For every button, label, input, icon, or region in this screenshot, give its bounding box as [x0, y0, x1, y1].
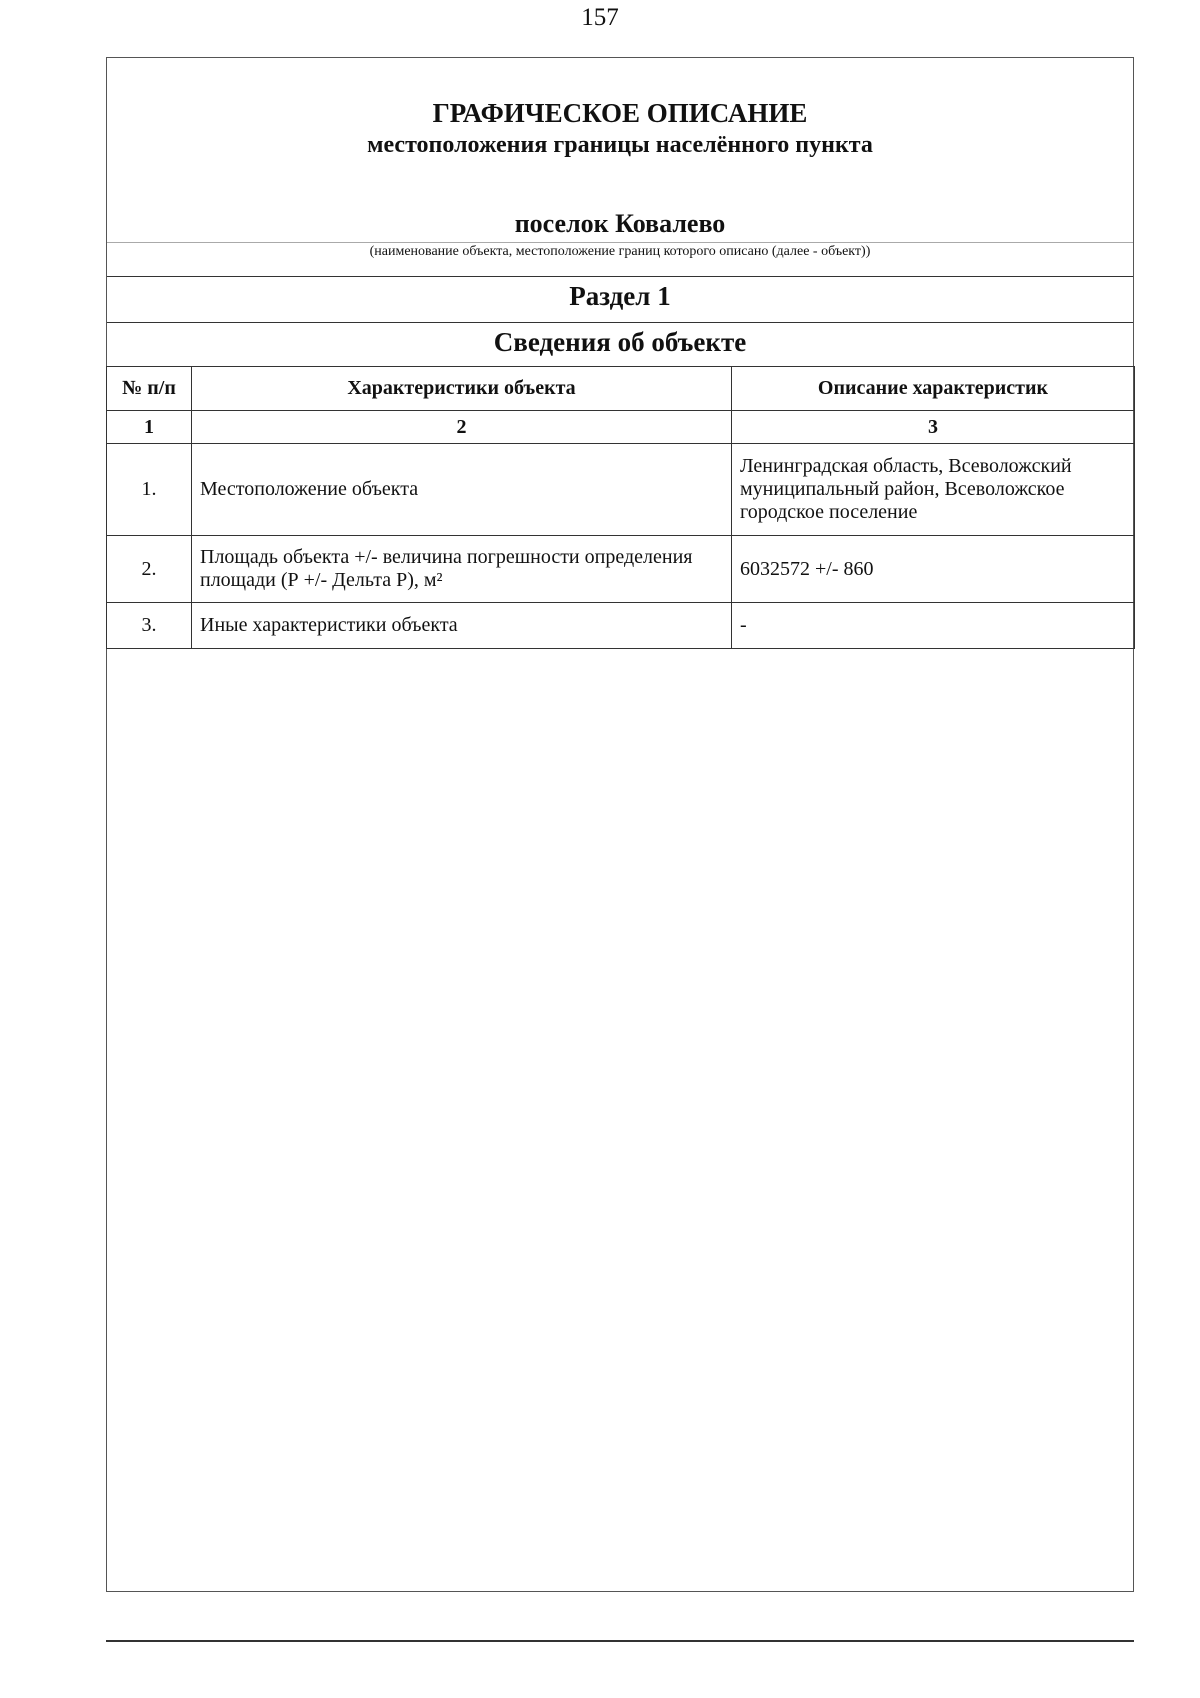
- divider: [107, 322, 1133, 323]
- row-characteristic: Площадь объекта +/- величина погрешности определения площади (Р +/- Дельта Р), м²: [192, 536, 732, 603]
- column-header: Характеристики объекта: [192, 367, 732, 411]
- page-number: 157: [581, 4, 619, 31]
- table-row: [107, 603, 1135, 649]
- document-frame: [106, 57, 1134, 1592]
- row-description: 6032572 +/- 860: [732, 536, 1135, 603]
- row-characteristic: Иные характеристики объекта: [192, 603, 732, 649]
- object-name-underline: [107, 242, 1133, 243]
- table-row: [107, 536, 1135, 603]
- column-header: Описание характеристик: [732, 367, 1135, 411]
- column-number: 3: [732, 411, 1135, 444]
- column-number: 1: [107, 411, 192, 444]
- column-number-row: [107, 411, 1135, 444]
- table-header-row: [107, 367, 1135, 411]
- row-number: 2.: [107, 536, 192, 603]
- section-title: Раздел 1: [569, 281, 671, 311]
- object-name-caption: (наименование объекта, местоположение границ которого описано (далее - объект)): [369, 244, 871, 259]
- document-title: ГРАФИЧЕСКОЕ ОПИСАНИЕ: [432, 98, 808, 128]
- row-description: -: [732, 603, 1135, 649]
- table-row: [107, 444, 1135, 536]
- document-subtitle: местоположения границы населённого пункта: [367, 132, 873, 158]
- object-name: поселок Ковалево: [514, 209, 726, 238]
- row-characteristic: Местоположение объекта: [192, 444, 732, 536]
- row-number: 3.: [107, 603, 192, 649]
- column-number: 2: [192, 411, 732, 444]
- footer-rule: [106, 1640, 1134, 1642]
- row-description: Ленинградская область, Всеволожский муниципальный район, Всеволожское городское поселение: [732, 444, 1135, 536]
- column-header: № п/п: [107, 367, 192, 411]
- row-number: 1.: [107, 444, 192, 536]
- divider: [107, 276, 1133, 277]
- object-info-table: [106, 366, 1135, 649]
- section-subtitle: Сведения об объекте: [493, 327, 747, 357]
